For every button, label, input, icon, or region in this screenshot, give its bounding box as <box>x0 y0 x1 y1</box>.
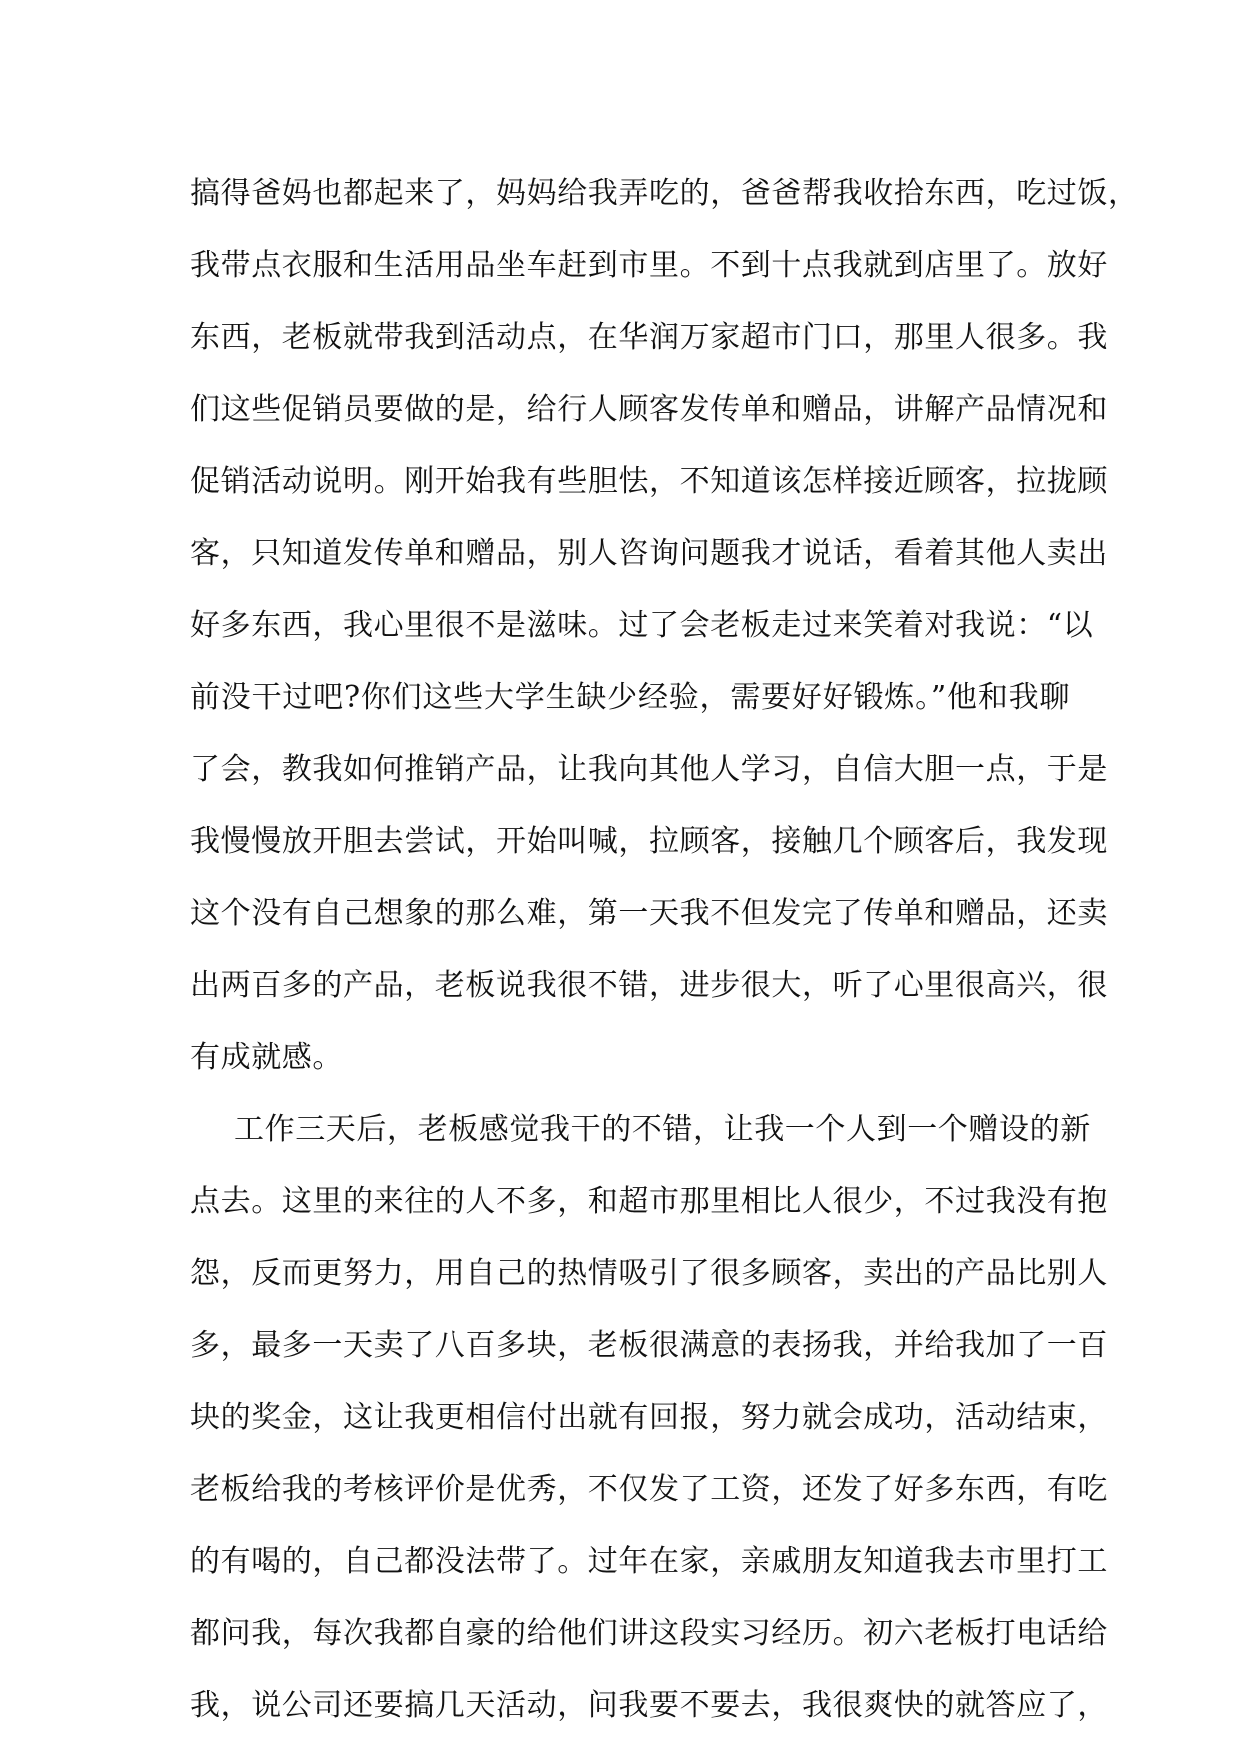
body-text <box>190 158 1139 1742</box>
text-line: 点去。这里的来往的人不多，和超市那里相比人很少，不过我没有抱 <box>190 1184 1108 1219</box>
text-line: 我带点衣服和生活用品坐车赶到市里。不到十点我就到店里了。放好 <box>190 248 1108 283</box>
text-line: 东西，老板就带我到活动点，在华润万家超市门口，那里人很多。我 <box>190 320 1108 355</box>
text-line: 出两百多的产品，老板说我很不错，进步很大，听了心里很高兴，很 <box>190 968 1108 1003</box>
text-line: 的有喝的，自己都没法带了。过年在家，亲戚朋友知道我去市里打工 <box>190 1544 1108 1579</box>
text-line: 我，说公司还要搞几天活动，问我要不要去，我很爽快的就答应了， <box>190 1688 1108 1723</box>
text-line: 老板给我的考核评价是优秀，不仅发了工资，还发了好多东西，有吃 <box>190 1472 1108 1507</box>
text-line: 促销活动说明。刚开始我有些胆怯，不知道该怎样接近顾客，拉拢顾 <box>190 464 1108 499</box>
text-line: 了会，教我如何推销产品，让我向其他人学习，自信大胆一点，于是 <box>190 752 1108 787</box>
text-line: 块的奖金，这让我更相信付出就有回报，努力就会成功，活动结束， <box>190 1400 1108 1435</box>
paragraph-2 <box>190 1094 1108 1742</box>
text-line: 怨，反而更努力，用自己的热情吸引了很多顾客，卖出的产品比别人 <box>190 1256 1108 1291</box>
text-line: 们这些促销员要做的是，给行人顾客发传单和赠品，讲解产品情况和 <box>190 392 1108 427</box>
text-line: 客，只知道发传单和赠品，别人咨询问题我才说话，看着其他人卖出 <box>190 536 1108 571</box>
text-line: 前没干过吧?你们这些大学生缺少经验，需要好好锻炼。”他和我聊 <box>190 680 1070 715</box>
text-line: 有成就感。 <box>190 1040 343 1075</box>
text-line: 都问我，每次我都自豪的给他们讲这段实习经历。初六老板打电话给 <box>190 1616 1108 1651</box>
text-line: 好多东西，我心里很不是滋味。过了会老板走过来笑着对我说：“以 <box>190 608 1094 643</box>
text-line: 多，最多一天卖了八百多块，老板很满意的表扬我，并给我加了一百 <box>190 1328 1108 1363</box>
paragraph-1 <box>190 158 1139 1094</box>
text-line: 搞得爸妈也都起来了，妈妈给我弄吃的，爸爸帮我收拾东西，吃过饭， <box>190 176 1139 211</box>
text-line: 工作三天后，老板感觉我干的不错，让我一个人到一个赠设的新 <box>234 1112 1091 1147</box>
text-line: 这个没有自己想象的那么难，第一天我不但发完了传单和赠品，还卖 <box>190 896 1108 931</box>
text-line: 我慢慢放开胆去尝试，开始叫喊，拉顾客，接触几个顾客后，我发现 <box>190 824 1108 859</box>
